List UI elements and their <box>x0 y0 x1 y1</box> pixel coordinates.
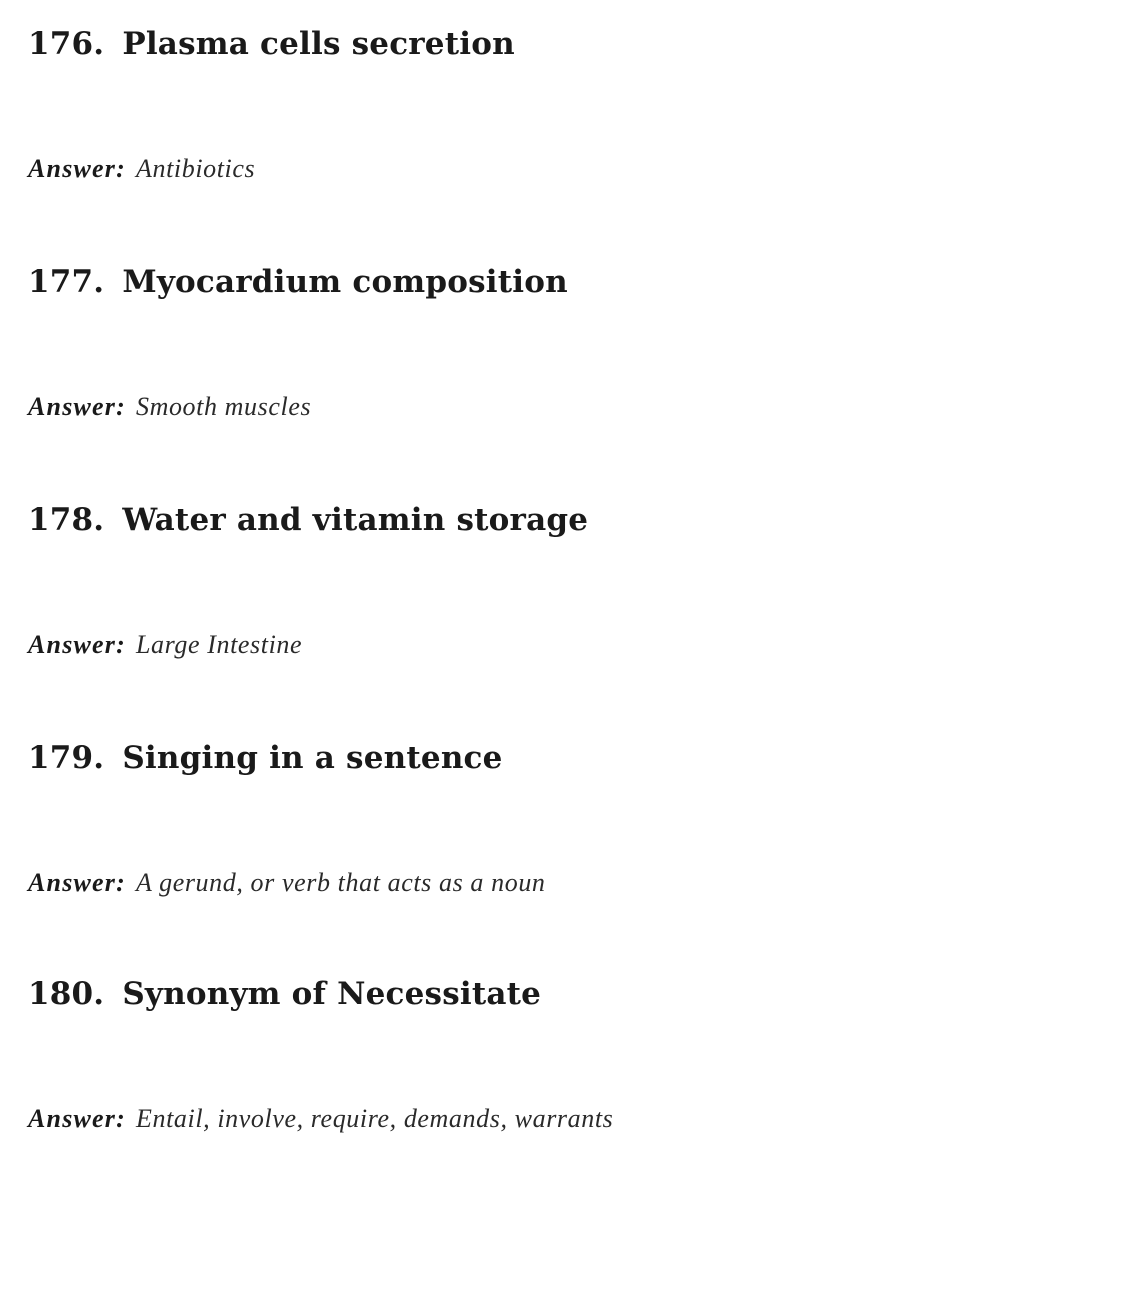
answer-line <box>28 152 255 186</box>
question-text: Water and vitamin storage <box>122 502 589 538</box>
question-item-178 <box>28 500 1108 659</box>
answer-label: Answer: <box>28 630 126 659</box>
answer-line <box>28 390 311 424</box>
answer-line <box>28 1102 613 1136</box>
question-item-179 <box>28 738 1108 897</box>
question-item-176 <box>28 24 1108 183</box>
question-number: 176. <box>28 26 105 62</box>
answer-label: Answer: <box>28 868 126 897</box>
answer-text: Antibiotics <box>135 154 256 183</box>
question-heading <box>28 974 1108 1014</box>
question-item-180 <box>28 974 1108 1133</box>
answer-text: Smooth muscles <box>135 392 312 421</box>
answer-line <box>28 866 546 900</box>
answer-label: Answer: <box>28 392 126 421</box>
answer-text: Large Intestine <box>135 630 303 659</box>
question-number: 178. <box>28 502 105 538</box>
answer-text: A gerund, or verb that acts as a noun <box>135 868 546 897</box>
question-text: Singing in a sentence <box>122 740 503 776</box>
answer-label: Answer: <box>28 1104 126 1133</box>
question-heading <box>28 500 1108 540</box>
question-heading <box>28 738 1108 778</box>
question-number: 179. <box>28 740 105 776</box>
question-item-177 <box>28 262 1108 421</box>
question-text: Synonym of Necessitate <box>122 976 542 1012</box>
question-text: Plasma cells secretion <box>122 26 515 62</box>
answer-text: Entail, involve, require, demands, warrants <box>135 1104 614 1133</box>
question-text: Myocardium composition <box>122 264 568 300</box>
question-number: 177. <box>28 264 105 300</box>
question-heading <box>28 24 1108 64</box>
answer-label: Answer: <box>28 154 126 183</box>
question-heading <box>28 262 1108 302</box>
answer-line <box>28 628 302 662</box>
question-number: 180. <box>28 976 105 1012</box>
